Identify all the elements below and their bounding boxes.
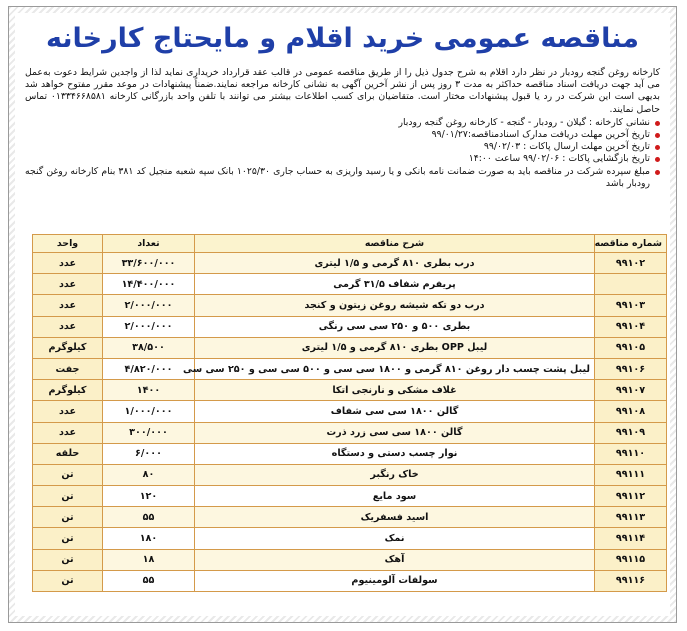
cell-quantity: ۵۵ bbox=[103, 507, 195, 528]
table-row bbox=[33, 443, 667, 464]
table-row bbox=[33, 358, 667, 379]
tender-table bbox=[32, 234, 667, 592]
cell-quantity: ۱۸۰ bbox=[103, 528, 195, 549]
cell-unit: تن bbox=[33, 570, 103, 591]
cell-code: ۹۹۱۱۲ bbox=[595, 486, 667, 507]
cell-quantity: ۱۸ bbox=[103, 549, 195, 570]
cell-description: خاک رنگبر bbox=[195, 464, 595, 485]
cell-quantity: ۶/۰۰۰ bbox=[103, 443, 195, 464]
table-row bbox=[33, 316, 667, 337]
table-header-row bbox=[33, 235, 667, 253]
cell-code: ۹۹۱۱۱ bbox=[595, 464, 667, 485]
cell-unit: عدد bbox=[33, 295, 103, 316]
cell-quantity: ۳۸/۵۰۰ bbox=[103, 337, 195, 358]
intro-section bbox=[25, 67, 660, 190]
cell-quantity: ۱۲۰ bbox=[103, 486, 195, 507]
cell-description: اسید فسفریک bbox=[195, 507, 595, 528]
table-row bbox=[33, 295, 667, 316]
cell-description: نوار چسب دستی و دستگاه bbox=[195, 443, 595, 464]
cell-description: گالن ۱۸۰۰ سی سی زرد ذرت bbox=[195, 422, 595, 443]
cell-code: ۹۹۱۱۶ bbox=[595, 570, 667, 591]
cell-code: ۹۹۱۰۳ bbox=[595, 295, 667, 316]
cell-description: غلاف مشکی و نارنجی اتکا bbox=[195, 380, 595, 401]
cell-description: سولفات آلومینیوم bbox=[195, 570, 595, 591]
table-row bbox=[33, 570, 667, 591]
table-body bbox=[33, 253, 667, 592]
cell-description: بطری ۵۰۰ و ۲۵۰ سی سی رنگی bbox=[195, 316, 595, 337]
table-row bbox=[33, 464, 667, 485]
cell-unit: عدد bbox=[33, 316, 103, 337]
list-item: نشانی کارخانه : گیلان - رودبار - گنجه - کارخانه روغن گنجه رودبار bbox=[25, 117, 660, 129]
bullet-dot-icon bbox=[655, 145, 660, 150]
cell-unit: کیلوگرم bbox=[33, 337, 103, 358]
list-item: تاریخ بازگشایی پاکات : ۹۹/۰۲/۰۶ ساعت ۱۴:۰۰ bbox=[25, 153, 660, 165]
cell-code: ۹۹۱۱۴ bbox=[595, 528, 667, 549]
table-row bbox=[33, 549, 667, 570]
cell-quantity: ۲/۰۰۰/۰۰۰ bbox=[103, 295, 195, 316]
cell-code: ۹۹۱۰۹ bbox=[595, 422, 667, 443]
table-row bbox=[33, 422, 667, 443]
cell-unit: عدد bbox=[33, 274, 103, 295]
info-list bbox=[25, 117, 660, 190]
cell-description: لیبل OPP بطری ۸۱۰ گرمی و ۱/۵ لیتری bbox=[195, 337, 595, 358]
table-row bbox=[33, 380, 667, 401]
table-row bbox=[33, 528, 667, 549]
cell-quantity: ۵۵ bbox=[103, 570, 195, 591]
intro-paragraph: کارخانه روغن گنجه رودبار در نظر دارد اقلام به شرح جدول ذیل را از طریق مناقصه عمومی در قالب عقد قرارداد خریداری نماید لذا از واجدین شرایط دعوت به‌عمل می آید جهت دریافت اسناد مناقصه حداکثر به مدت ۳ روز پس از نشر آخرین آگهی به نشانی کارخانه مراجعه نمایند.ضمناً پیشنهادات در موعد مقرر مفتوح خواهد شد بدیهی است این شرکت در رد یا قبول پیشنهادات مختار است. متقاضیان برای کسب اطلاعات بیشتر می توانند با تلفن واحد بازرگانی کارخانه ۰۱۳۳۴۶۶۸۵۸۱ تماس حاصل نمایند. bbox=[25, 67, 660, 115]
bullet-dot-icon bbox=[655, 170, 660, 175]
cell-unit: تن bbox=[33, 486, 103, 507]
table-row bbox=[33, 486, 667, 507]
cell-description: آهک bbox=[195, 549, 595, 570]
table-row bbox=[33, 401, 667, 422]
cell-unit: تن bbox=[33, 507, 103, 528]
cell-description: درب دو تکه شیشه روغن زیتون و کنجد bbox=[195, 295, 595, 316]
cell-description: درب بطری ۸۱۰ گرمی و ۱/۵ لیتری bbox=[195, 253, 595, 274]
cell-quantity: ۱۴۰۰ bbox=[103, 380, 195, 401]
bullet-dot-icon bbox=[655, 121, 660, 126]
cell-quantity: ۲/۰۰۰/۰۰۰ bbox=[103, 316, 195, 337]
bullet-dot-icon bbox=[655, 157, 660, 162]
table-row bbox=[33, 507, 667, 528]
cell-code: ۹۹۱۱۵ bbox=[595, 549, 667, 570]
cell-quantity: ۳۳/۶۰۰/۰۰۰ bbox=[103, 253, 195, 274]
header-code: شماره مناقصه bbox=[595, 235, 667, 253]
cell-unit: عدد bbox=[33, 253, 103, 274]
list-item: مبلغ سپرده شرکت در مناقصه باید به صورت ضمانت نامه بانکی و یا رسید واریزی به حساب جاری ۱۰۲۵/۳۰ بانک سپه شعبه منجیل کد ۳۸۱ بنام کارخانه روغن گنجه رودبار باشد bbox=[25, 166, 660, 190]
header-unit: واحد bbox=[33, 235, 103, 253]
header-description: شرح مناقصه bbox=[195, 235, 595, 253]
list-item: تاریخ آخرین مهلت دریافت مدارک اسناد‌مناقصه:۹۹/۰۱/۲۷ bbox=[25, 129, 660, 141]
cell-code: ۹۹۱۱۳ bbox=[595, 507, 667, 528]
cell-description: نمک bbox=[195, 528, 595, 549]
list-item: تاریخ آخرین مهلت ارسال پاکات : ۹۹/۰۲/۰۳ bbox=[25, 141, 660, 153]
header-quantity: تعداد bbox=[103, 235, 195, 253]
cell-unit: تن bbox=[33, 549, 103, 570]
cell-unit: کیلوگرم bbox=[33, 380, 103, 401]
cell-code: ۹۹۱۰۵ bbox=[595, 337, 667, 358]
cell-code: ۹۹۱۱۰ bbox=[595, 443, 667, 464]
table-row bbox=[33, 253, 667, 274]
cell-quantity: ۱۴/۴۰۰/۰۰۰ bbox=[103, 274, 195, 295]
table-row bbox=[33, 274, 667, 295]
cell-quantity: ۳۰۰/۰۰۰ bbox=[103, 422, 195, 443]
cell-code: ۹۹۱۰۴ bbox=[595, 316, 667, 337]
cell-code: ۹۹۱۰۶ bbox=[595, 358, 667, 379]
cell-code bbox=[595, 274, 667, 295]
cell-code: ۹۹۱۰۸ bbox=[595, 401, 667, 422]
cell-description: سود مایع bbox=[195, 486, 595, 507]
cell-code: ۹۹۱۰۷ bbox=[595, 380, 667, 401]
cell-quantity: ۱/۰۰۰/۰۰۰ bbox=[103, 401, 195, 422]
cell-description: لیبل پشت چسب دار روغن ۸۱۰ گرمی و ۱۸۰۰ سی سی و ۵۰۰ سی سی و ۲۵۰ سی سی bbox=[195, 358, 595, 379]
cell-description: پریفرم شفاف ۳۱/۵ گرمی bbox=[195, 274, 595, 295]
cell-description: گالن ۱۸۰۰ سی سی شفاف bbox=[195, 401, 595, 422]
page-title: مناقصه عمومی خرید اقلام و مایحتاج کارخانه bbox=[46, 23, 639, 54]
bullet-dot-icon bbox=[655, 133, 660, 138]
cell-unit: عدد bbox=[33, 422, 103, 443]
cell-unit: عدد bbox=[33, 401, 103, 422]
cell-unit: تن bbox=[33, 464, 103, 485]
cell-unit: تن bbox=[33, 528, 103, 549]
cell-quantity: ۸۰ bbox=[103, 464, 195, 485]
table-row bbox=[33, 337, 667, 358]
cell-unit: جفت bbox=[33, 358, 103, 379]
cell-unit: حلقه bbox=[33, 443, 103, 464]
cell-code: ۹۹۱۰۲ bbox=[595, 253, 667, 274]
cell-quantity: ۴/۸۲۰/۰۰۰ bbox=[103, 358, 195, 379]
